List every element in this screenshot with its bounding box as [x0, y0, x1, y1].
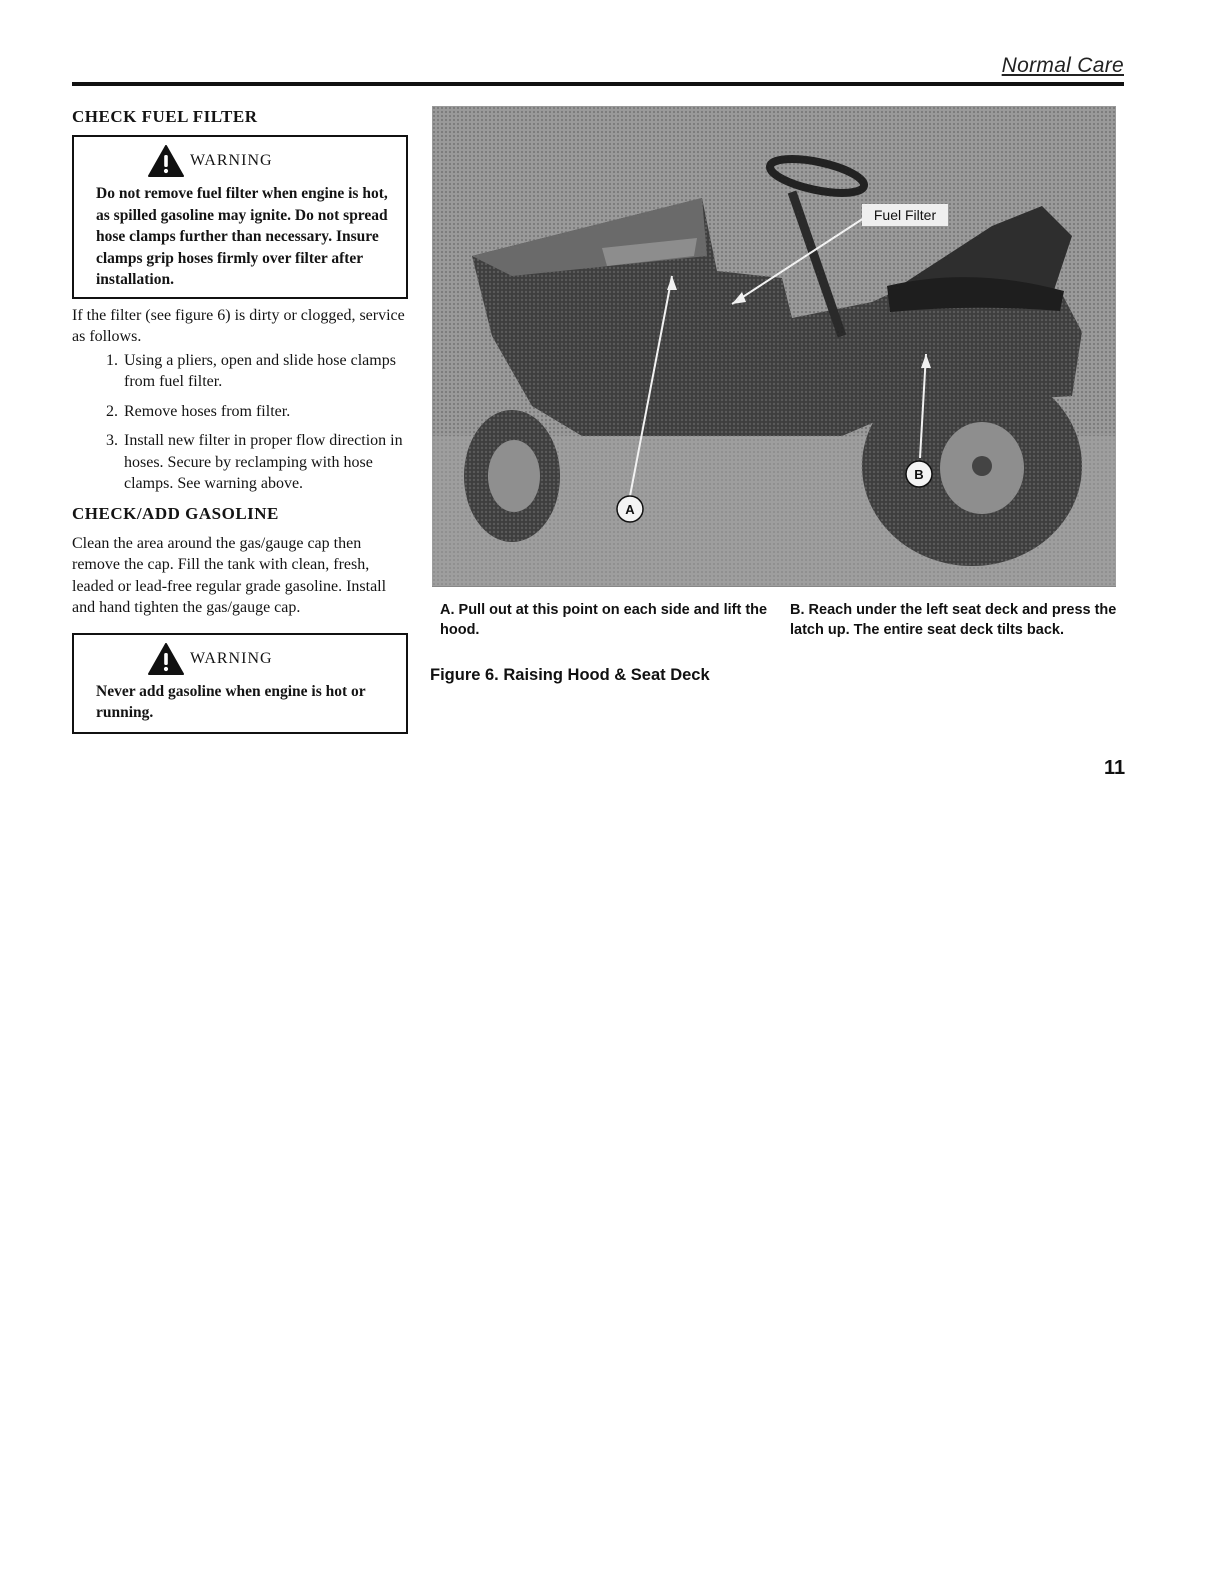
tractor-illustration [432, 106, 1116, 586]
fuel-filter-heading: CHECK FUEL FILTER [72, 107, 258, 126]
marker-b: B [914, 467, 924, 482]
warning-text: Never add gasoline when engine is hot or running. [96, 682, 366, 721]
gasoline-text: Clean the area around the gas/gauge cap then remove the cap. Fill the tank with clean, fresh, leaded or lead-free regular grade gasoline. Install and hand tighten the gas/gauge cap. [72, 534, 387, 616]
fuel-filter-steps [72, 350, 408, 495]
gasoline-heading: CHECK/ADD GASOLINE [72, 503, 279, 523]
step-text: Remove hoses from filter. [124, 402, 291, 420]
step-number: 3. [106, 432, 118, 449]
gasoline-warning-box [72, 633, 408, 734]
page-number: 11 [1104, 757, 1126, 779]
header-rule [72, 82, 1124, 86]
step-item [72, 430, 408, 495]
fuel-filter-warning-box [72, 135, 408, 299]
marker-a: A [625, 502, 635, 517]
fuel-filter-intro: If the filter (see figure 6) is dirty or clogged, service as follows. [72, 306, 405, 345]
caption-a: A. Pull out at this point on each side and lift the hood. [440, 602, 768, 638]
warning-text: Do not remove fuel filter when engine is hot, as spilled gasoline may ignite. Do not spread hose clamps further than necessary. Insure clamps grip hoses firmly over filter after installation. [96, 185, 388, 288]
caption-b: B. Reach under the left seat deck and press the latch up. The entire seat deck tilts back. [790, 602, 1117, 638]
section-header: Normal Care [1001, 54, 1124, 77]
fuel-filter-callout: Fuel Filter [873, 207, 937, 223]
warning-header [148, 643, 388, 675]
figure-title: Figure 6. Raising Hood & Seat Deck [430, 666, 710, 684]
warning-triangle-icon [148, 145, 184, 177]
step-text: Install new filter in proper flow direction in hoses. Secure by reclamping with hose clamps. See warning above. [124, 432, 403, 492]
warning-header [148, 145, 388, 177]
step-item [72, 350, 408, 393]
warning-title: WARNING [190, 152, 273, 169]
warning-triangle-icon [148, 643, 184, 675]
step-number: 1. [106, 351, 118, 369]
step-item [72, 401, 408, 423]
step-number: 2. [106, 402, 118, 420]
step-text: Using a pliers, open and slide hose clamps from fuel filter. [124, 351, 396, 390]
tractor-photo [432, 106, 1116, 587]
left-column [72, 106, 408, 734]
warning-title: WARNING [190, 649, 273, 667]
